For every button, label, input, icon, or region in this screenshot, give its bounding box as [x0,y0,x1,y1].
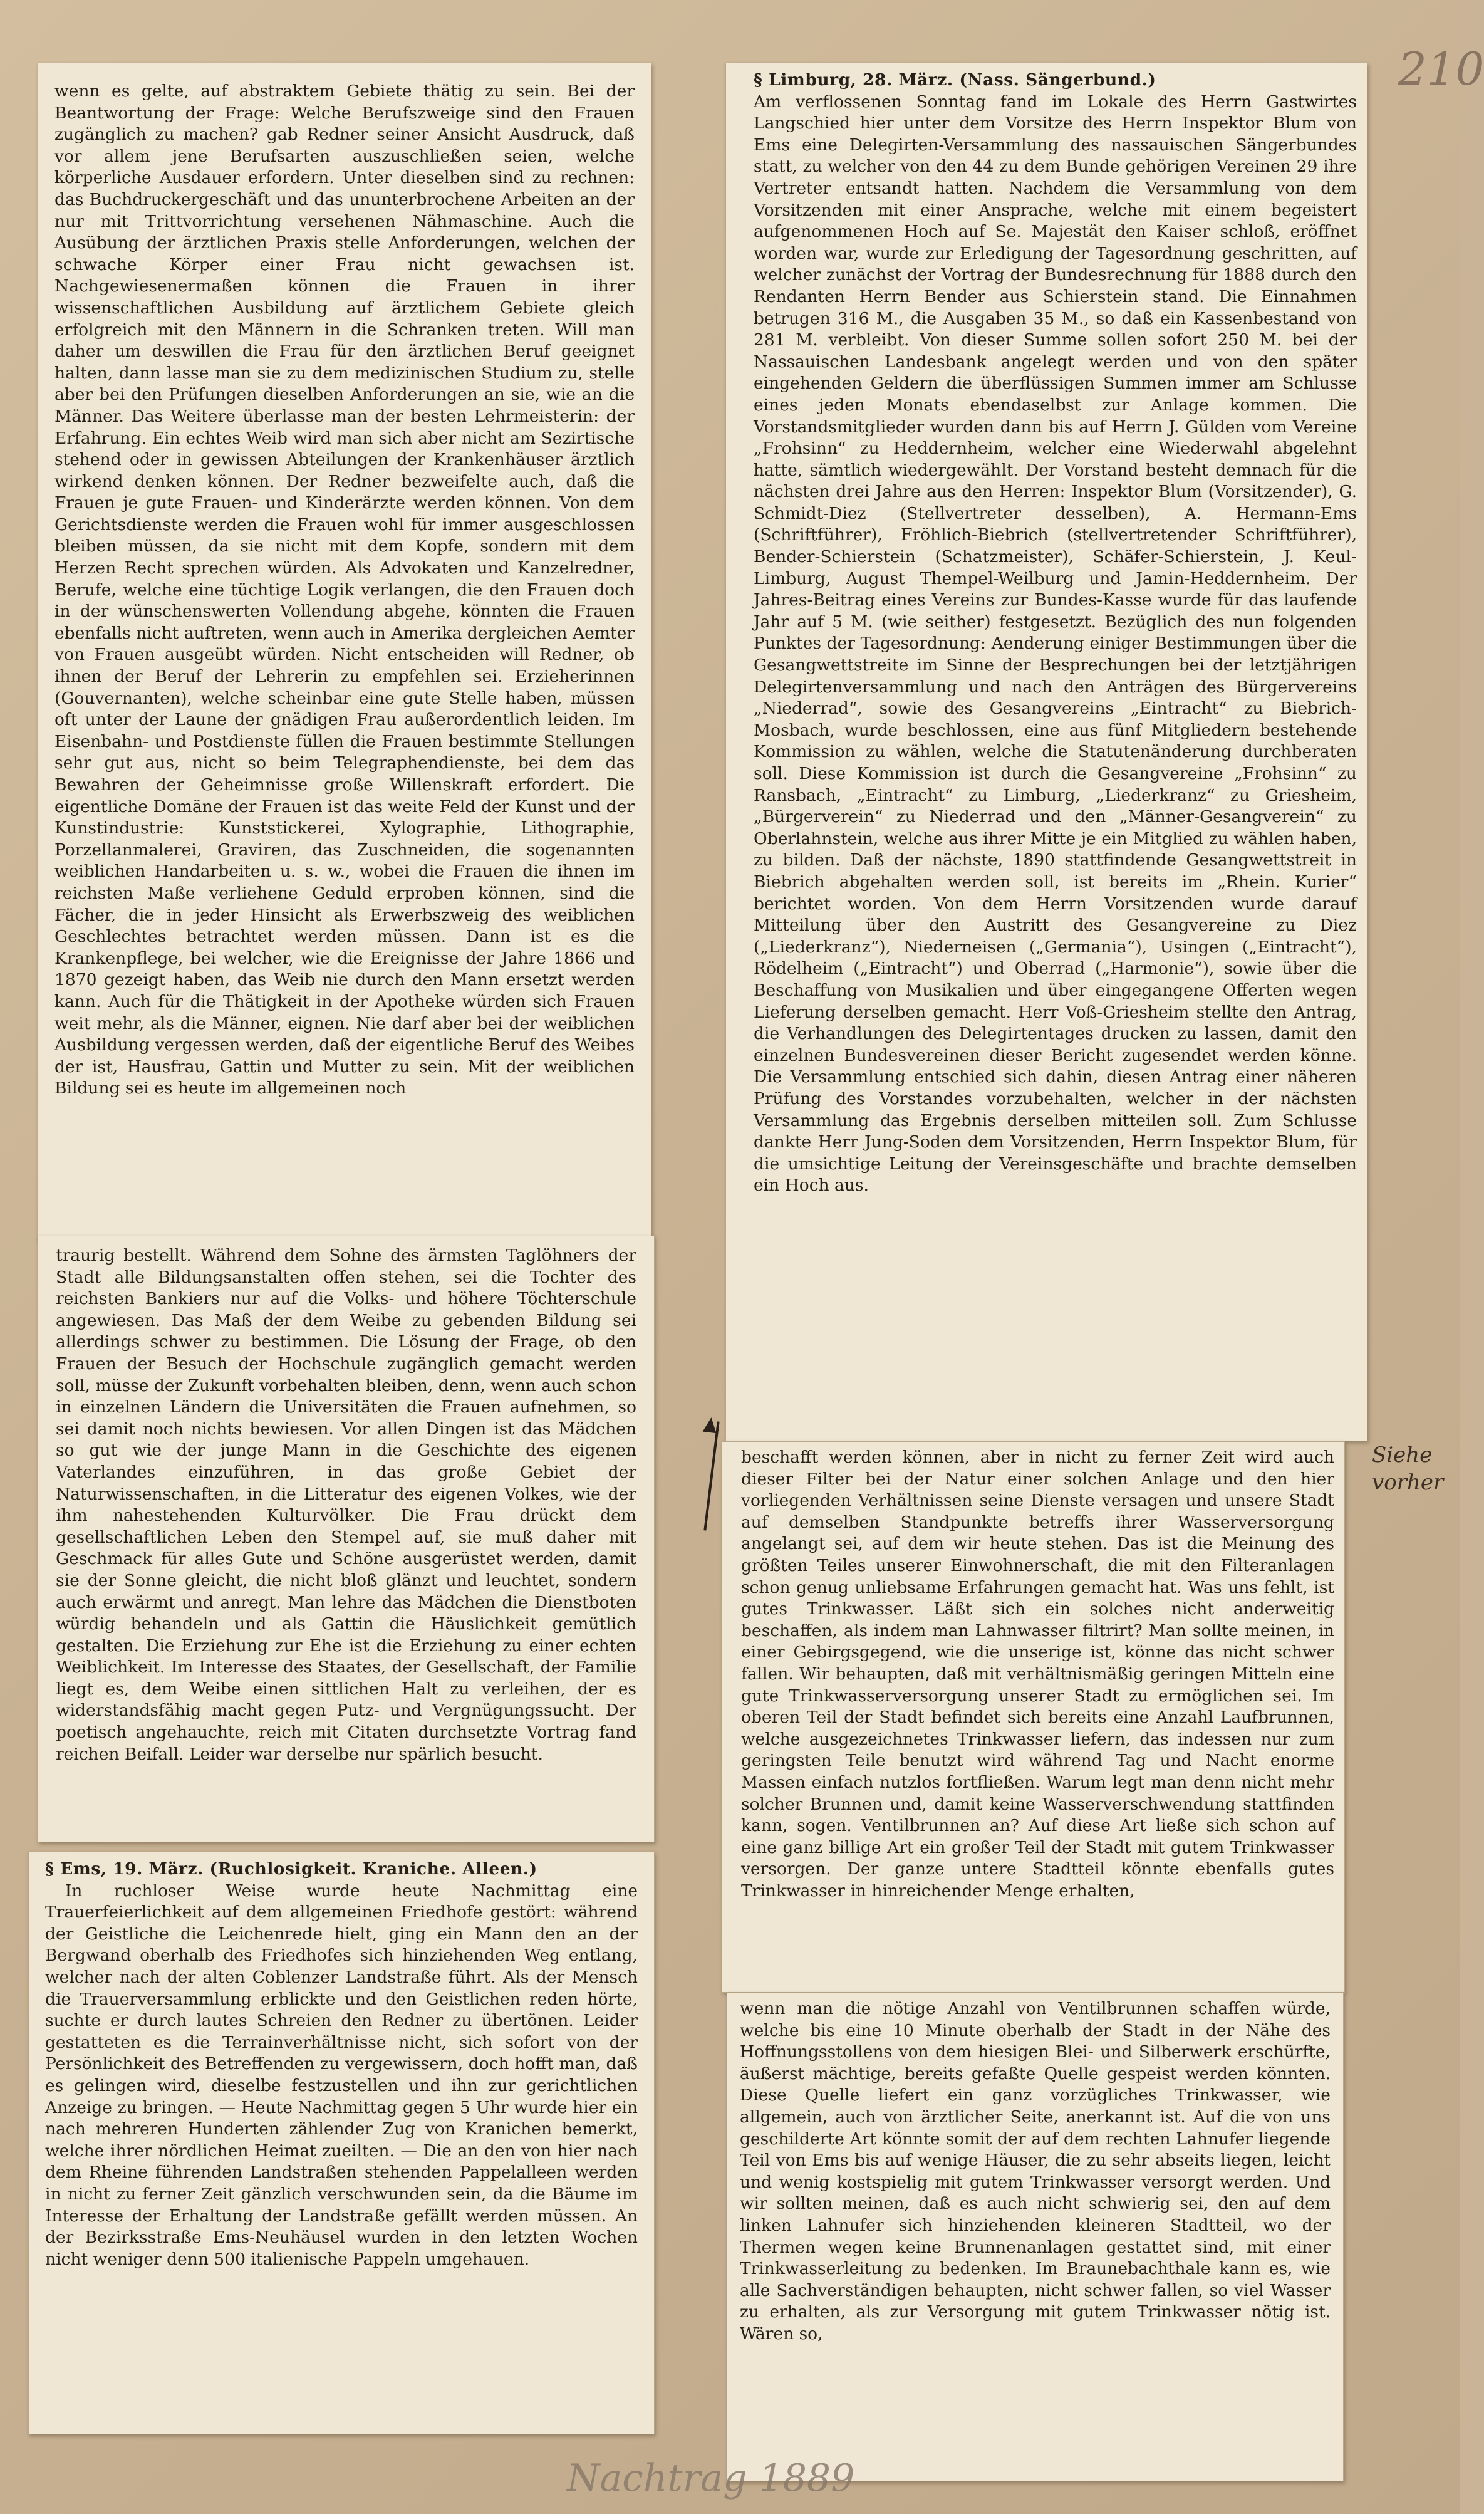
clipping-ems-report [28,1852,655,2434]
clipping-paragraph: wenn es gelte, auf abstraktem Gebiete thätig zu sein. Bei der Beantwortung der Frage: Welche Berufszweige sind den Frauen zugänglich zu machen? gab Redner seiner Ansicht Ausdruck, daß vor allem jene Berufsarten auszuschließen seien, welche körperliche Ausdauer erfordern. Unter dieselben sind zu rechnen: das Buchdruckergeschäft und das ununterbrochene Arbeiten an der nur mit Trittvorrichtung versehenen Nähmaschine. Auch die Ausübung der ärztlichen Praxis stelle Anforderungen, welchen der schwache Körper einer Frau nicht gewachsen ist. Nachgewiesenermaßen können die Frauen in ihrer wissenschaftlichen Ausbildung auf ärztlichem Gebiete gleich erfolgreich mit den Männern in die Schranken treten. Will man daher um deswillen die Frau für den ärztlichen Beruf geeignet halten, dann lasse man sie zu dem medizinischen Studium zu, stelle aber bei den Prüfungen dieselben Anforderungen an sie, wie an die Männer. Das Weitere überlasse man der besten Lehrmeisterin: der Erfahrung. Ein echtes Weib wird man sich aber nicht am Sezirtische stehend oder in gewissen Abteilungen der Krankenhäuser ärztlich wirkend denken können. Der Redner bezweifelte auch, daß die Frauen je gute Frauen- und Kinderärzte werden können. Von dem Gerichtsdienste werden die Frauen wohl für immer ausgeschlossen bleiben müssen, da sie nicht mit dem Kopfe, sondern mit dem Herzen Recht sprechen würden. Als Advokaten und Kanzelredner, Berufe, welche eine tüchtige Logik verlangen, die den Frauen doch in der wünschenswerten Vollendung abgehe, könnten die Frauen ebenfalls nicht auftreten, wenn auch in Amerika dergleichen Aemter von Frauen ausgeübt würden. Nicht entscheiden will Redner, ob ihnen der Beruf der Lehrerin zu empfehlen sei. Erzieherinnen (Gouvernanten), welche scheinbar eine gute Stelle haben, müssen oft unter der Laune der gnädigen Frau außerordentlich leiden. Im Eisenbahn- und Postdienste füllen die Frauen bestimmte Stellungen sehr gut aus, nicht so beim Telegraphendienste, bei dem das Bewahren der Geheimnisse große Willenskraft erfordert. Die eigentliche Domäne der Frauen ist das weite Feld der Kunst und der Kunstindustrie: Kunststickerei, Xylographie, Lithographie, Porzellanmalerei, Graviren, das Zuschneiden, die sogenannten weiblichen Handarbeiten u. s. w., wobei die Frauen die ihnen im reichsten Maße verliehene Geduld erproben können, sind die Fächer, die in jeder Hinsicht als Erwerbszweig des weiblichen Geschlechtes betrachtet werden müssen. Dann ist es die Krankenpflege, bei welcher, wie die Ereignisse der Jahre 1866 und 1870 gezeigt haben, das Weib nie durch den Mann ersetzt werden kann. Auch für die Thätigkeit in der Apotheke würden sich Frauen weit mehr, als die Männer, eignen. Nie darf aber bei der weiblichen Ausbildung vergessen werden, daß der eigentliche Beruf des Weibes der ist, Hausfrau, Gattin und Mutter zu sein. Mit der weiblichen Bildung sei es heute im allgemeinen noch [54,81,635,1098]
clipping-water-supply-part1 [722,1441,1345,1993]
clipping-paragraph: beschafft werden können, aber in nicht zu ferner Zeit wird auch dieser Filter bei der Natur einer solchen Anlage und den hier vorliegenden Verhältnissen seine Dienste versagen und unsere Stadt auf demselben Standpunkte betreffs ihrer Wasserversorgung angelangt sei, auf dem wir heute stehen. Das ist die Meinung des größten Teiles unserer Einwohnerschaft, die mit den Filteranlagen schon genug unliebsame Erfahrungen gemacht hat. Was uns fehlt, ist gutes Trinkwasser. Läßt sich ein solches nicht anderweitig beschaffen, als indem man Lahnwasser filtrirt? Man sollte meinen, in einer Gebirgsgegend, wie die unserige ist, könne das nicht schwer fallen. Wir behaupten, daß mit verhältnismäßig geringen Mitteln eine gute Trinkwasserversorgung unserer Stadt zu ermöglichen sei. Im oberen Teil der Stadt befindet sich bereits eine Anzahl Laufbrunnen, welche ausgezeichnetes Trinkwasser liefern, das indessen nur zum geringsten Teile benutzt wird während Tag und Nacht enorme Massen einfach nutzlos fortfließen. Warum legt man denn nicht mehr solcher Brunnen und, damit keine Wasserverschwendung stattfinden kann, sogen. Ventilbrunnen an? Auf diese Art ließe sich schon auf eine ganz billige Art ein großer Teil der Stadt mit gutem Trinkwasser versorgen. Der ganze untere Stadtteil könnte ebenfalls gutes Trinkwasser in hinreichender Menge erhalten, [741,1447,1334,1901]
pencil-arrow-line [703,1421,719,1530]
handwritten-footer-annotation: Nachtrag 1889 [567,2456,855,2500]
clipping-paragraph: Am verflossenen Sonntag fand im Lokale des Herrn Gastwirtes Langschied hier unter dem Vorsitze des Herrn Inspektor Blum von Ems eine Delegirten-Versammlung des nassauischen Sängerbundes statt, zu welcher von den 44 zu dem Bunde gehörigen Vereinen 29 ihre Vertreter entsandt hatten. Nachdem die Versammlung von dem Vorsitzenden mit einer Ansprache, welche mit einem begeistert aufgenommenen Hoch auf Se. Majestät den Kaiser schloß, eröffnet worden war, wurde zur Erledigung der Tagesordnung geschritten, auf welcher zunächst der Vortrag der Bundesrechnung für 1888 durch den Rendanten Herrn Bender aus Schierstein stand. Die Einnahmen betrugen 316 M., die Ausgaben 35 M., so daß ein Kassenbestand von 281 M. verbleibt. Von dieser Summe sollen sofort 250 M. bei der Nassauischen Landesbank angelegt werden und von den später eingehenden Geldern die überflüssigen Summen immer am Schlusse eines jeden Monats ebendaselbst zur Anlage kommen. Die Vorstandsmitglieder wurden dann bis auf Herrn J. Gülden vom Vereine „Frohsinn“ zu Heddernheim, welcher eine Wiederwahl abgelehnt hatte, sämtlich wiedergewählt. Der Vorstand besteht demnach für die nächsten drei Jahre aus den Herren: Inspektor Blum (Vorsitzender), G. Schmidt-Diez (Stellvertreter desselben), A. Hermann-Ems (Schriftführer), Fröhlich-Biebrich (stellvertretender Schriftführer), Bender-Schierstein (Schatzmeister), Schäfer-Schierstein, J. Keul-Limburg, August Thempel-Weilburg und Jamin-Heddernheim. Der Jahres-Beitrag eines Vereins zur Bundes-Kasse wurde für das laufende Jahr auf 5 M. (wie seither) festgesetzt. Bezüglich des nun folgenden Punktes der Tagesordnung: Aenderung einiger Bestimmungen über die Gesangwettstreite im Sinne der Besprechungen bei der letztjährigen Delegirtenversammlung und nach den Anträgen des Bürgervereins „Niederrad“, sowie des Gesangvereins „Eintracht“ zu Biebrich-Mosbach, wurde beschlossen, eine aus fünf Mitgliedern bestehende Kommission zu wählen, welche die Statutenänderung durchberaten soll. Diese Kommission ist durch die Gesangvereine „Frohsinn“ zu Ransbach, „Eintracht“ zu Limburg, „Liederkranz“ zu Griesheim, „Bürgerverein“ zu Niederrad und den „Männer-Gesangverein“ zu Oberlahnstein, welche aus ihrer Mitte je ein Mitglied zu wählen haben, zu bilden. Daß der nächste, 1890 stattfindende Gesangwettstreit in Biebrich abgehalten werden soll, ist bereits im „Rhein. Kurier“ berichtet worden. Von dem Herrn Vorsitzenden wurde darauf Mitteilung über den Austritt des Gesangvereine zu Diez („Liederkranz“), Niederneisen („Germania“), Usingen („Eintracht“), Rödelheim („Eintracht“) und Oberrad („Harmonie“), sowie über die Beschaffung von Musikalien und über eingegangene Offerten wegen Lieferung derselben gemacht. Herr Voß-Griesheim stellte den Antrag, die Verhandlungen des Delegirtentages drucken zu lassen, damit den einzelnen Bundesvereinen dieser Bericht zugesendet werden könne. Die Versammlung entschied sich dahin, diesen Antrag einer näheren Prüfung des Vorstandes vorzubehalten, welcher in der nächsten Versammlung das Ergebnis derselben mitteilen soll. Zum Schlusse dankte Herr Jung-Soden dem Vorsitzenden, Herrn Inspektor Blum, für die umsichtige Leitung der Vereinsgeschäfte und brachte demselben ein Hoch aus. [754,91,1357,1196]
clipping-paragraph: In ruchloser Weise wurde heute Nachmittag eine Trauerfeierlichkeit auf dem allgemeinen Friedhofe gestört: während der Geistliche die Leichenrede hielt, ging ein Mann den an der Bergwand oberhalb des Friedhofes sich hinziehenden Weg entlang, welcher nach der alten Coblenzer Landstraße führt. Als der Mensch die Trauerversammlung erblickte und den Geistlichen reden hörte, suchte er durch lautes Schreien den Redner zu übertönen. Leider gestatteten es die Terrainverhältnisse nicht, sich sofort von der Persönlichkeit des Betreffenden zu vergewissern, doch hofft man, daß es gelingen wird, dieselbe festzustellen und ihn zur gerichtlichen Anzeige zu bringen. — Heute Nachmittag gegen 5 Uhr wurde hier ein nach mehreren Hunderten zählender Zug von Kranichen bemerkt, welche ihrer nördlichen Heimat zueilten. — Die an den von hier nach dem Rheine führenden Landstraßen stehenden Pappelalleen werden in nicht zu ferner Zeit gänzlich verschwunden sein, da die Bäume im Interesse der Erhaltung der Landstraße gefällt werden müssen. An der Bezirksstraße Ems-Neuhäusel wurden in den letzten Wochen nicht weniger denn 500 italienische Pappeln umgehauen. [45,1880,638,2269]
clipping-heading: § Limburg, 28. März. (Nass. Sängerbund.) [754,70,1156,90]
clipping-paragraph: traurig bestellt. Während dem Sohne des ärmsten Taglöhners der Stadt alle Bildungsanstalten offen stehen, sei die Tochter des reichsten Bankiers nur auf die Volks- und höhere Töchterschule angewiesen. Das Maß der dem Weibe zu gebenden Bildung sei allerdings schwer zu bestimmen. Die Lösung der Frage, ob den Frauen der Besuch der Hochschule zugänglich gemacht werden soll, müsse der Zukunft vorbehalten bleiben, denn, wenn auch schon in einzelnen Ländern die Universitäten die Frauen aufnehmen, so sei damit noch nichts bewiesen. Vor allen Dingen ist das Mädchen so gut wie der junge Mann in die Geschichte des eigenen Vaterlandes einzuführen, in das große Gebiet der Naturwissenschaften, in die Litteratur des eigenen Volkes, wie der ihm nahestehenden Kulturvölker. Die Frau drückt dem gesellschaftlichen Leben den Stempel auf, sie muß daher mit Geschmack für alles Gute und Schöne ausgerüstet werden, damit sie der Sonne gleicht, die nicht bloß glänzt und leuchtet, sondern auch erwärmt und anregt. Man lehre das Mädchen die Dienstboten würdig behandeln und als Gattin die Häuslichkeit gemütlich gestalten. Die Erziehung zur Ehe ist die Erziehung zu einer echten Weiblichkeit. Im Interesse des Staates, der Gesellschaft, der Familie liegt es, dem Weibe einen sittlichen Halt zu verleihen, der es widerstandsfähig macht gegen Putz- und Vergnügungssucht. Der poetisch angehauchte, reich mit Citaten durchsetzte Vortrag fand reichen Beifall. Leider war derselbe nur spärlich besucht. [56,1246,636,1764]
clipping-women-education [38,1236,655,1842]
pencil-arrow-head [703,1417,719,1434]
clipping-women-professions [38,63,651,1241]
clipping-water-supply-part2 [727,1993,1344,2481]
clipping-limburg-report [725,63,1367,1441]
clipping-heading: § Ems, 19. März. (Ruchlosigkeit. Kraniche. Alleen.) [45,1859,537,1879]
clipping-paragraph: wenn man die nötige Anzahl von Ventilbrunnen schaffen würde, welche bis eine 10 Minute oberhalb der Stadt in der Nähe des Hoffnungsstollens von dem hiesigen Blei- und Silberwerk erschürfte, äußerst mächtige, bereits gefaßte Quelle gespeist werden könnten. Diese Quelle liefert ein ganz vorzügliches Trinkwasser, wie allgemein, auch von ärztlicher Seite, anerkannt ist. Auf die von uns geschilderte Art könnte somit der auf dem rechten Lahnufer liegende Teil von Ems bis auf wenige Häuser, die zu sehr abseits liegen, leicht und wenig kostspielig mit gutem Trinkwasser versorgt werden. Und wir sollten meinen, daß es auch nicht schwierig sei, den auf dem linken Lahnufer sich hinziehenden kleineren Stadtteil, wo der Thermen wegen keine Brunnenanlagen gestattet sind, mit einer Trinkwasserleitung zu bedenken. Im Braunebachthale kann es, wie alle Sachverständigen behaupten, nicht schwer fallen, so viel Wasser zu erhalten, als zur Versorgung mit gutem Trinkwasser nötig ist. Wären so, [740,1999,1331,2344]
reference-number: 210 [1398,43,1484,95]
handwritten-margin-note: Siehe vorher [1372,1442,1444,1495]
